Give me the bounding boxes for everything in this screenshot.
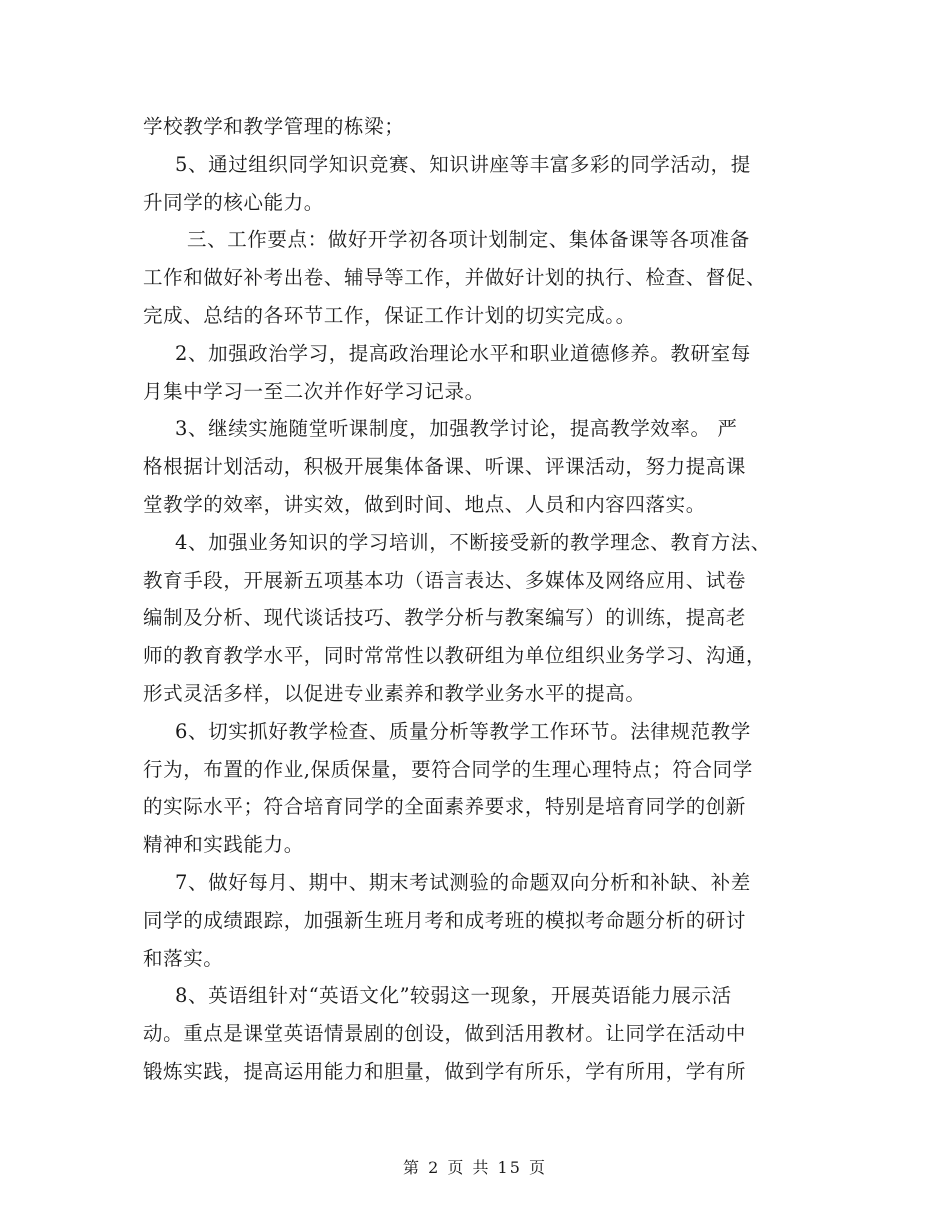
paragraph-line: 8、英语组针对“英语文化”较弱这一现象，开展英语能力展示活 [175, 984, 732, 1008]
paragraph-line: 行为，布置的作业,保质保量，要符合同学的生理心理特点；符合同学 [143, 757, 753, 781]
paragraph-line: 4、加强业务知识的学习培训，不断接受新的教学理念、教育方法、 [175, 530, 771, 554]
paragraph-line: 精神和实践能力。 [143, 833, 304, 857]
paragraph-line: 和落实。 [143, 946, 224, 970]
paragraph-line: 动。重点是课堂英语情景剧的创设，做到活用教材。让同学在活动中 [143, 1022, 747, 1046]
paragraph-line: 的实际水平；符合培育同学的全面素养要求，特别是培育同学的创新 [143, 795, 747, 819]
paragraph-line: 6、切实抓好教学检查、质量分析等教学工作环节。法律规范教学 [175, 719, 751, 743]
paragraph-line: 堂教学的效率，讲实效，做到时间、地点、人员和内容四落实。 [143, 492, 706, 516]
paragraph-line: 教育手段，开展新五项基本功（语言表达、多媒体及网络应用、试卷 [143, 568, 747, 592]
paragraph-line: 升同学的核心能力。 [143, 190, 324, 214]
section-heading-line: 三、工作要点：做好开学初各项计划制定、集体备课等各项准备 [187, 228, 750, 252]
paragraph-line: 2、加强政治学习，提高政治理论水平和职业道德修养。教研室每 [175, 341, 751, 365]
paragraph-line: 学校教学和教学管理的栋梁； [143, 115, 405, 138]
paragraph-line: 5、通过组织同学知识竞赛、知识讲座等丰富多彩的同学活动，提 [175, 152, 751, 176]
paragraph-line: 同学的成绩跟踪，加强新生班月考和成考班的模拟考命题分析的研讨 [143, 908, 747, 932]
document-body [143, 108, 815, 1091]
page-number-footer: 第 2 页 共 15 页 [403, 1158, 547, 1177]
paragraph-line: 师的教育教学水平，同时常常性以教研组为单位组织业务学习、沟通， [143, 644, 767, 668]
paragraph-line: 编制及分析、现代谈话技巧、教学分析与教案编写）的训练，提高老 [143, 606, 747, 630]
paragraph-line: 形式灵活多样，以促进专业素养和教学业务水平的提高。 [143, 681, 646, 705]
paragraph-line: 工作和做好补考出卷、辅导等工作，并做好计划的执行、检查、督促、 [143, 266, 767, 290]
paragraph-line: 月集中学习一至二次并作好学习记录。 [143, 379, 485, 403]
paragraph-line: 锻炼实践，提高运用能力和胆量，做到学有所乐，学有所用，学有所 [143, 1059, 747, 1083]
paragraph-line: 完成、总结的各环节工作，保证工作计划的切实完成。。 [143, 303, 636, 327]
paragraph-line: 3、继续实施随堂听课制度，加强教学讨论，提高教学效率。 严 [175, 417, 738, 441]
paragraph-line: 7、做好每月、期中、期末考试测验的命题双向分析和补缺、补差 [175, 870, 751, 894]
paragraph-line: 格根据计划活动，积极开展集体备课、听课、评课活动，努力提高课 [143, 455, 747, 479]
